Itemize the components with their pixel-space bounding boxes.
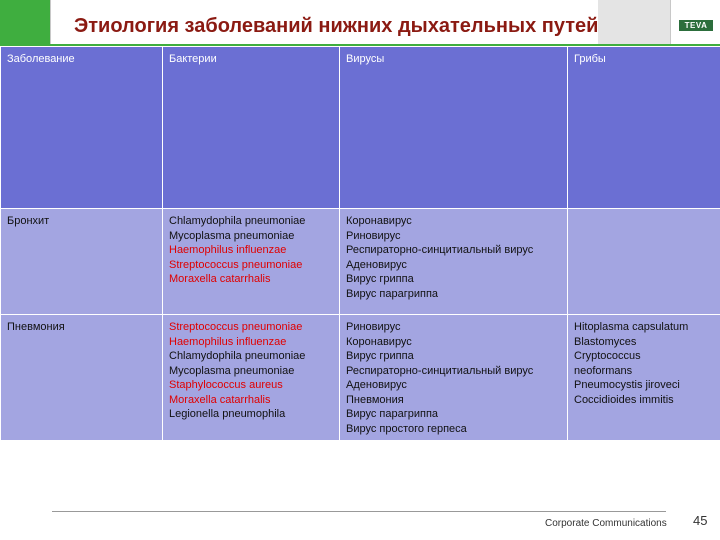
virus-item: Аденовирус: [346, 379, 407, 391]
bacteria-item: Streptococcus pneumoniae: [169, 321, 303, 333]
bacteria-cell: [163, 315, 340, 441]
footer-label: Corporate Communications: [545, 518, 667, 529]
fungus-item: neoformans: [574, 364, 633, 377]
fungus-item: Cryptococcus: [574, 350, 641, 362]
virus-item: Вирус парагриппа: [346, 408, 439, 420]
bacteria-item: Chlamydophila pneumoniae: [169, 350, 306, 362]
virus-item: Респираторно-синцитиальный вирус: [346, 364, 534, 377]
virus-item: Вирус гриппа: [346, 350, 414, 362]
page-number: 45: [693, 513, 708, 528]
bacteria-item: Streptococcus pneumoniae: [169, 258, 303, 271]
table-row: [1, 315, 720, 441]
bacteria-item: Moraxella catarrhalis: [169, 393, 271, 406]
column-header-bacteria: Бактерии: [163, 47, 340, 209]
header-divider: [50, 0, 51, 44]
table-header-row: [1, 47, 720, 209]
footer-divider: [52, 511, 666, 512]
disease-cell: Пневмония: [1, 315, 163, 441]
fungi-cell: [568, 209, 720, 315]
viruses-cell: [340, 315, 568, 441]
table-row: [1, 209, 720, 315]
virus-item: Риновирус: [346, 321, 401, 333]
bacteria-item: Haemophilus influenzae: [169, 244, 287, 256]
etiology-table: [0, 46, 720, 441]
bacteria-item: Legionella pneumophila: [169, 408, 286, 420]
virus-item: Коронавирус: [346, 335, 412, 348]
fungus-item: Pneumocystis jiroveci: [574, 379, 680, 391]
virus-item: Аденовирус: [346, 258, 407, 271]
virus-item: Коронавирус: [346, 215, 412, 227]
virus-item: Пневмония: [346, 393, 404, 406]
bacteria-item: Staphylococcus aureus: [169, 379, 283, 391]
bacteria-item: Mycoplasma pneumoniae: [169, 229, 295, 242]
teva-logo: TEVA: [679, 20, 713, 31]
bacteria-item: Mycoplasma pneumoniae: [169, 364, 295, 377]
slide-title: Этиология заболеваний нижних дыхательных путей: [74, 15, 599, 37]
bacteria-cell: [163, 209, 340, 315]
fungus-item: Blastomyces: [574, 335, 637, 348]
fungus-item: Hitoplasma capsulatum: [574, 321, 689, 333]
header-divider: [670, 0, 671, 44]
header-gray-block: [598, 0, 670, 44]
fungi-cell: [568, 315, 720, 441]
viruses-cell: [340, 209, 568, 315]
disease-cell: Бронхит: [1, 209, 163, 315]
bacteria-item: Haemophilus influenzae: [169, 335, 287, 348]
virus-item: Вирус простого герпеса: [346, 422, 467, 435]
bacteria-item: Moraxella catarrhalis: [169, 273, 271, 285]
bacteria-item: Chlamydophila pneumoniae: [169, 215, 306, 227]
virus-item: Респираторно-синцитиальный вирус: [346, 244, 534, 256]
header-green-block: [0, 0, 50, 44]
virus-item: Вирус гриппа: [346, 273, 414, 285]
column-header-viruses: Вирусы: [340, 47, 568, 209]
fungus-item: Coccidioides immitis: [574, 393, 674, 406]
column-header-disease: Заболевание: [1, 47, 163, 209]
virus-item: Вирус парагриппа: [346, 287, 439, 300]
column-header-fungi: Грибы: [568, 47, 720, 209]
virus-item: Риновирус: [346, 229, 401, 242]
